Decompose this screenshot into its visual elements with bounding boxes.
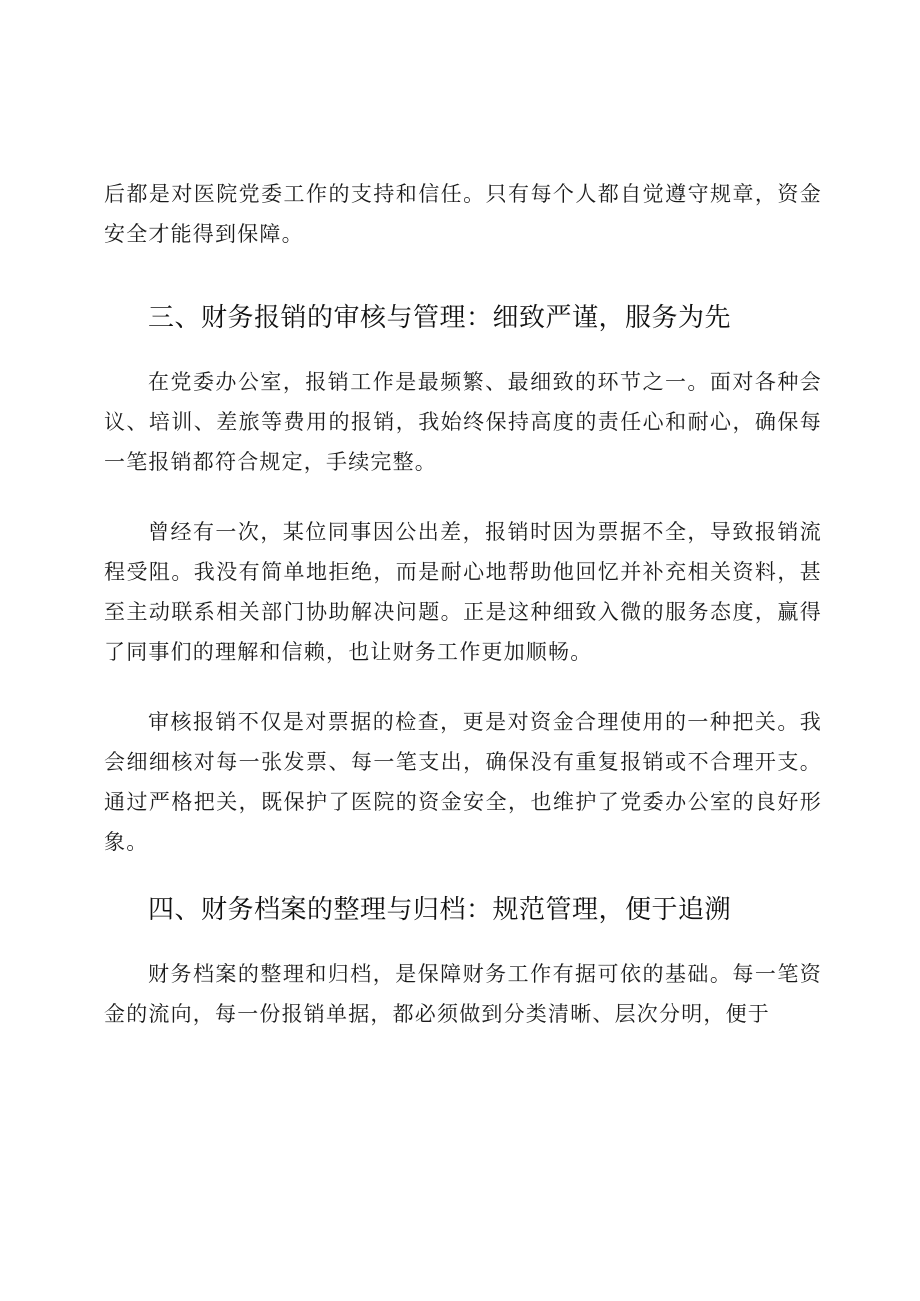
paragraph-reimbursement-story: 曾经有一次，某位同事因公出差，报销时因为票据不全，导致报销流程受阻。我没有简单地拒绝，而是耐心地帮助他回忆并补充相关资料，甚至主动联系相关部门协助解决问题。正是这种细致入微的服务态度，赢得了同事们的理解和信赖，也让财务工作更加顺畅。 bbox=[104, 520, 822, 664]
paragraph-reimbursement-audit: 审核报销不仅是对票据的检查，更是对资金合理使用的一种把关。我会细细核对每一张发票、每一笔支出，确保没有重复报销或不合理开支。通过严格把关，既保护了医院的资金安全，也维护了党委办公室的良好形象。 bbox=[104, 710, 822, 854]
section-heading-4: 四、财务档案的整理与归档：规范管理，便于追溯 bbox=[148, 895, 732, 925]
document-body bbox=[104, 174, 822, 1034]
paragraph-reimbursement-intro: 在党委办公室，报销工作是最频繁、最细致的环节之一。面对各种会议、培训、差旅等费用的报销，我始终保持高度的责任心和耐心，确保每一笔报销都符合规定，手续完整。 bbox=[104, 370, 822, 474]
paragraph-continuation: 后都是对医院党委工作的支持和信任。只有每个人都自觉遵守规章，资金安全才能得到保障。 bbox=[104, 182, 822, 246]
section-heading-3: 三、财务报销的审核与管理：细致严谨，服务为先 bbox=[148, 303, 732, 333]
paragraph-archive-intro: 财务档案的整理和归档，是保障财务工作有据可依的基础。每一笔资金的流向，每一份报销单据，都必须做到分类清晰、层次分明，便于 bbox=[104, 962, 822, 1026]
